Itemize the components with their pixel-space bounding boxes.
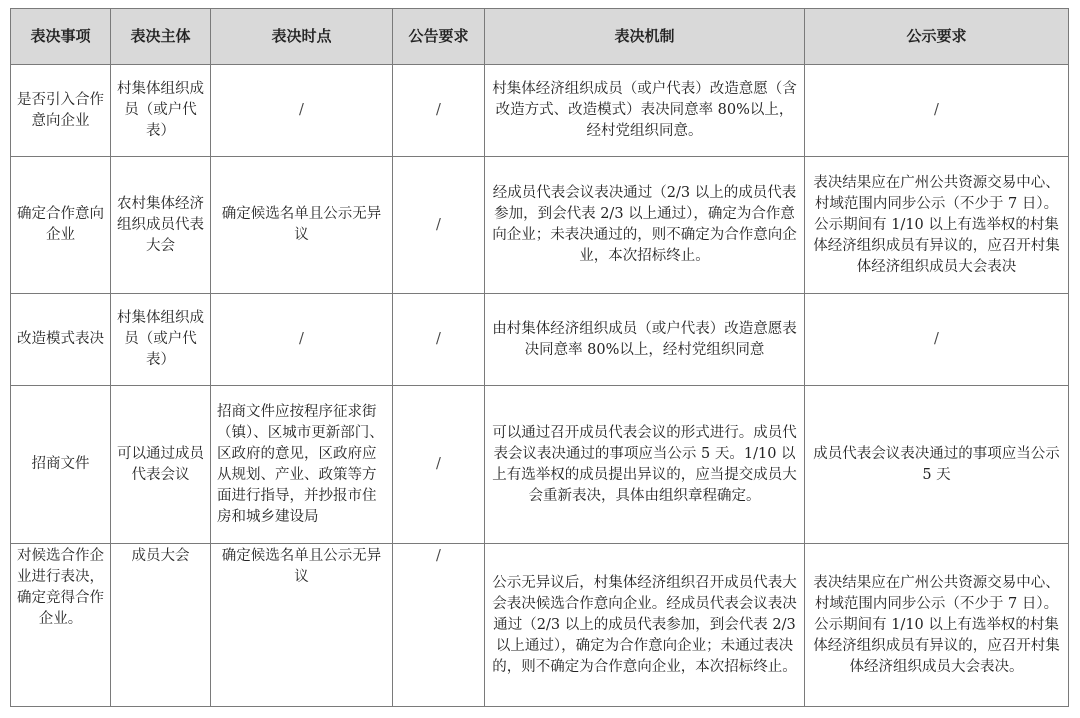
cell-subject: 成员大会 (111, 544, 211, 707)
cell-subject: 村集体组织成员（或户代表） (111, 65, 211, 157)
header-timing: 表决时点 (211, 9, 393, 65)
header-item: 表决事项 (11, 9, 111, 65)
cell-item: 确定合作意向企业 (11, 157, 111, 294)
voting-matters-table (10, 8, 1069, 707)
cell-mechanism: 公示无异议后，村集体经济组织召开成员代表大会表决候选合作意向企业。经成员代表会议表决通过（2/3 以上的成员代表参加，到会代表 2/3 以上通过），确定为合作意向企业；未通过表决的，则不确定为合作意向企业，本次招标终止。 (485, 544, 805, 707)
cell-announcement: / (393, 65, 485, 157)
cell-announcement: / (393, 386, 485, 544)
header-mechanism: 表决机制 (485, 9, 805, 65)
header-publicity: 公示要求 (805, 9, 1069, 65)
table-header-row (11, 9, 1069, 65)
cell-subject: 农村集体经济组织成员代表大会 (111, 157, 211, 294)
table-row (11, 65, 1069, 157)
cell-mechanism: 可以通过召开成员代表会议的形式进行。成员代表会议表决通过的事项应当公示 5 天。1/10 以上有选举权的成员提出异议的，应当提交成员大会重新表决，具体由组织章程确定。 (485, 386, 805, 544)
header-subject: 表决主体 (111, 9, 211, 65)
cell-item: 是否引入合作意向企业 (11, 65, 111, 157)
cell-publicity: 表决结果应在广州公共资源交易中心、村域范围内同步公示（不少于 7 日）。公示期间有 1/10 以上有选举权的村集体经济组织成员有异议的，应召开村集体经济组织成员大会表决 (805, 157, 1069, 294)
cell-item: 对候选合作企业进行表决，确定竞得合作企业。 (11, 544, 111, 707)
table-row (11, 294, 1069, 386)
table-row (11, 544, 1069, 707)
cell-timing: / (211, 65, 393, 157)
cell-publicity: / (805, 294, 1069, 386)
cell-announcement: / (393, 544, 485, 707)
table-row (11, 386, 1069, 544)
cell-item: 改造模式表决 (11, 294, 111, 386)
cell-announcement: / (393, 157, 485, 294)
cell-mechanism: 经成员代表会议表决通过（2/3 以上的成员代表参加，到会代表 2/3 以上通过），确定为合作意向企业；未表决通过的，则不确定为合作意向企业，本次招标终止。 (485, 157, 805, 294)
cell-publicity: / (805, 65, 1069, 157)
cell-subject: 可以通过成员代表会议 (111, 386, 211, 544)
cell-announcement: / (393, 294, 485, 386)
cell-mechanism: 村集体经济组织成员（或户代表）改造意愿（含改造方式、改造模式）表决同意率 80%以上，经村党组织同意。 (485, 65, 805, 157)
cell-mechanism: 由村集体经济组织成员（或户代表）改造意愿表决同意率 80%以上，经村党组织同意 (485, 294, 805, 386)
header-announcement: 公告要求 (393, 9, 485, 65)
cell-timing: 确定候选名单且公示无异议 (211, 157, 393, 294)
table-row (11, 157, 1069, 294)
cell-publicity: 表决结果应在广州公共资源交易中心、村域范围内同步公示（不少于 7 日）。公示期间有 1/10 以上有选举权的村集体经济组织成员有异议的，应召开村集体经济组织成员大会表决。 (805, 544, 1069, 707)
cell-subject: 村集体组织成员（或户代表） (111, 294, 211, 386)
cell-item: 招商文件 (11, 386, 111, 544)
cell-timing: 招商文件应按程序征求街（镇）、区城市更新部门、区政府的意见，区政府应从规划、产业、政策等方面进行指导，并抄报市住房和城乡建设局 (211, 386, 393, 544)
cell-timing: / (211, 294, 393, 386)
cell-timing: 确定候选名单且公示无异议 (211, 544, 393, 707)
cell-publicity: 成员代表会议表决通过的事项应当公示 5 天 (805, 386, 1069, 544)
